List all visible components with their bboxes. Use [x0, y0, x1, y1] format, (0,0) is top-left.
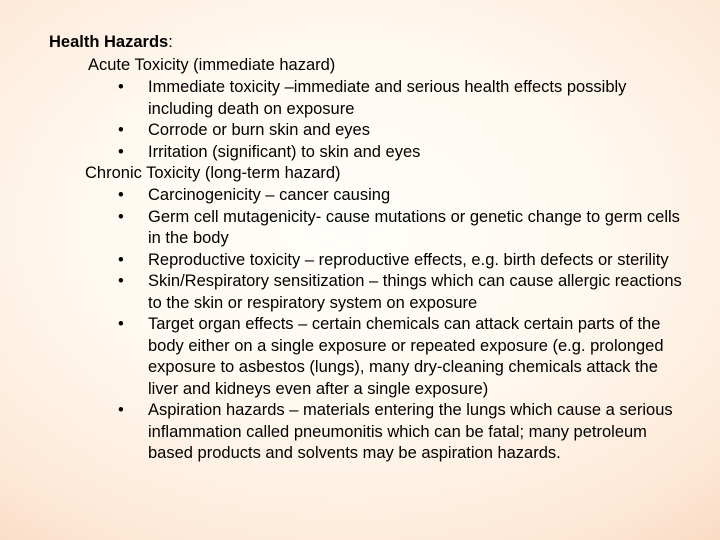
list-item	[90, 185, 690, 207]
list-item	[90, 77, 690, 120]
list-item	[90, 400, 690, 465]
list-item	[90, 271, 690, 314]
list-item-text: Germ cell mutagenicity- cause mutations or genetic change to germ cells in the body	[148, 207, 680, 247]
list-item-text: Carcinogenicity – cancer causing	[148, 186, 391, 204]
list-item	[90, 250, 690, 272]
bullet-icon: •	[118, 315, 124, 333]
acute-toxicity-list	[90, 77, 690, 163]
bullet-icon: •	[118, 142, 124, 161]
chronic-toxicity-list	[90, 185, 690, 465]
title-text: Health Hazards	[49, 33, 169, 51]
title-colon: :	[168, 33, 173, 51]
list-item	[90, 142, 690, 164]
acute-toxicity-heading: Acute Toxicity (immediate hazard)	[88, 56, 336, 74]
list-item-text: Immediate toxicity –immediate and serious health effects possibly including death on exposure	[148, 78, 627, 118]
bullet-icon: •	[118, 121, 124, 139]
bullet-icon: •	[118, 250, 124, 269]
page-title	[49, 32, 173, 54]
list-item-text: Target organ effects – certain chemicals can attack certain parts of the body either on a single exposure or repeated exposure (e.g. prolonged exposure to asbestos (lungs), many dry-cleaning chemicals attack the liver and kidneys even after a single exposure)	[148, 315, 664, 398]
bullet-icon: •	[118, 401, 124, 419]
list-item-text: Aspiration hazards – materials entering the lungs which cause a serious inflammation called pneumonitis which can be fatal; many petroleum based products and solvents may be aspiration hazards.	[148, 401, 673, 462]
list-item-text: Irritation (significant) to skin and eyes	[148, 142, 421, 161]
list-item	[90, 314, 690, 400]
list-item-text: Reproductive toxicity – reproductive effects, e.g. birth defects or sterility	[148, 250, 669, 269]
list-item-text: Skin/Respiratory sensitization – things which can cause allergic reactions to the skin or respiratory system on exposure	[148, 272, 682, 312]
chronic-toxicity-heading: Chronic Toxicity (long-term hazard)	[85, 164, 341, 182]
list-item-text: Corrode or burn skin and eyes	[148, 121, 370, 139]
bullet-icon: •	[118, 78, 124, 96]
list-item	[90, 207, 690, 250]
bullet-icon: •	[118, 186, 124, 204]
bullet-icon: •	[118, 272, 124, 290]
bullet-icon: •	[118, 207, 124, 226]
list-item	[90, 120, 690, 142]
